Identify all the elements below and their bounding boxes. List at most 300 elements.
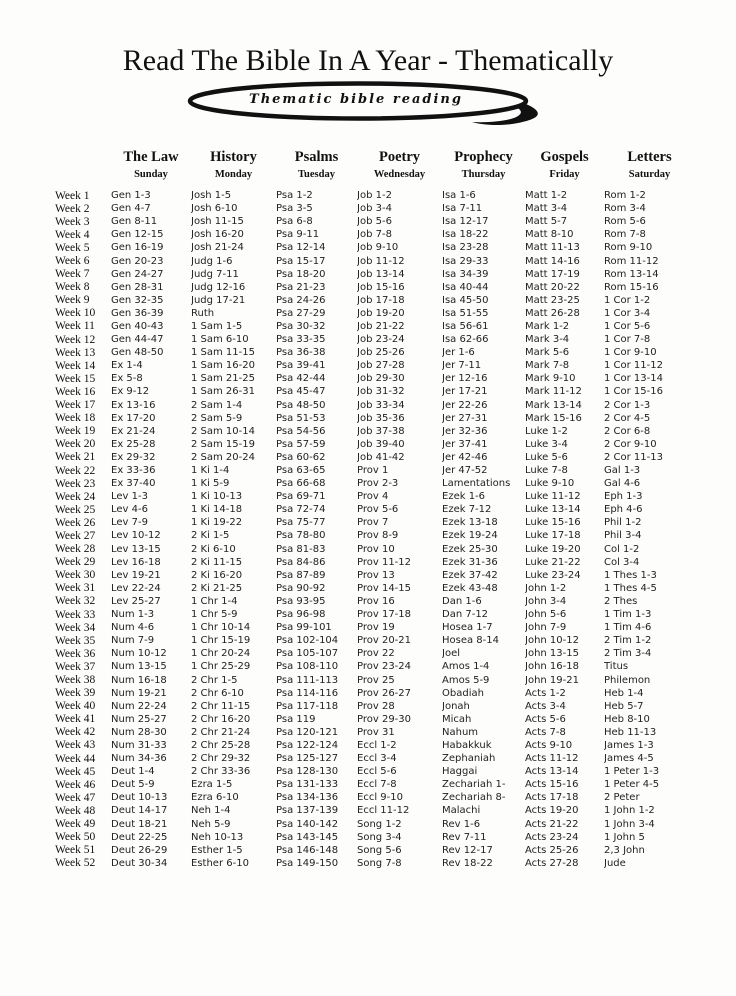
reading-cell: Num 25-27	[111, 713, 167, 725]
reading-cell: John 19-21	[525, 674, 579, 686]
reading-cell: Job 15-16	[357, 281, 405, 293]
week-label: Week 9	[55, 294, 90, 307]
reading-cell: Ezek 37-42	[442, 569, 498, 581]
reading-cell: 1 Sam 1-5	[191, 320, 243, 332]
week-label: Week 44	[55, 752, 96, 765]
reading-cell: Lamentations	[442, 478, 511, 490]
reading-cell: Prov 8-9	[357, 530, 399, 542]
table-row	[45, 818, 695, 831]
reading-cell: 2 Sam 10-14	[191, 425, 255, 437]
reading-cell: Job 19-20	[357, 307, 405, 319]
column-header: Poetry	[378, 149, 421, 165]
reading-cell: Job 5-6	[357, 216, 392, 228]
reading-cell: Josh 11-15	[191, 216, 244, 228]
week-label: Week 34	[55, 621, 96, 634]
reading-cell: Esther 1-5	[191, 844, 243, 856]
table-row	[45, 556, 695, 569]
reading-cell: James 1-3	[604, 739, 654, 751]
week-label: Week 45	[55, 765, 96, 778]
reading-cell: Luke 15-16	[525, 517, 581, 529]
reading-cell: Psa 45-47	[276, 386, 326, 398]
reading-cell: Psa 3-5	[276, 203, 313, 215]
reading-cell: Lev 19-21	[111, 569, 161, 581]
reading-cell: 2 Ki 6-10	[191, 543, 236, 555]
reading-cell: Isa 40-44	[442, 281, 489, 293]
reading-cell: Rom 1-2	[604, 190, 646, 202]
reading-cell: Heb 5-7	[604, 700, 644, 712]
table-row	[45, 713, 695, 726]
week-label: Week 40	[55, 700, 96, 713]
reading-cell: Mark 13-14	[525, 399, 582, 411]
reading-cell: Ex 9-12	[111, 386, 150, 398]
reading-cell: Acts 9-10	[525, 739, 573, 751]
reading-cell: Isa 45-50	[442, 294, 489, 306]
reading-cell: Gen 12-15	[111, 229, 164, 241]
reading-cell: Dan 7-12	[442, 609, 489, 621]
reading-cell: Psa 105-107	[276, 648, 339, 660]
table-row	[45, 621, 695, 634]
reading-cell: Eccl 3-4	[357, 753, 397, 765]
reading-cell: Hosea 1-7	[442, 622, 493, 634]
reading-cell: Mark 1-2	[525, 320, 570, 332]
day-header-row	[45, 166, 695, 189]
reading-cell: Prov 1	[357, 465, 389, 477]
week-label: Week 7	[55, 268, 90, 281]
column-header: Prophecy	[454, 149, 513, 165]
reading-cell: Psa 1-2	[276, 190, 313, 202]
reading-cell: Deut 26-29	[111, 844, 168, 856]
table-row	[45, 294, 695, 307]
reading-cell: 1 John 5	[604, 831, 645, 843]
reading-cell: Lev 1-3	[111, 491, 148, 503]
reading-cell: 1 Chr 20-24	[191, 648, 251, 660]
page-title: Read The Bible In A Year - Thematically	[122, 44, 614, 77]
reading-cell: Psa 108-110	[276, 661, 339, 673]
reading-cell: Psa 69-71	[276, 491, 326, 503]
reading-cell: John 1-2	[525, 582, 567, 594]
reading-cell: Titus	[604, 661, 629, 673]
reading-cell: Micah	[442, 713, 472, 725]
reading-cell: Amos 5-9	[442, 674, 490, 686]
reading-cell: 1 Sam 11-15	[191, 347, 255, 359]
reading-cell: 1 Peter 1-3	[604, 766, 660, 778]
reading-cell: Psa 140-142	[276, 818, 339, 830]
reading-cell: Deut 22-25	[111, 831, 168, 843]
reading-cell: Acts 1-2	[525, 687, 566, 699]
reading-cell: Mark 11-12	[525, 386, 582, 398]
reading-cell: John 7-9	[525, 622, 567, 634]
reading-cell: Isa 7-11	[442, 203, 483, 215]
table-row	[45, 320, 695, 333]
week-label: Week 22	[55, 464, 96, 477]
table-row	[45, 529, 695, 542]
reading-cell: Rom 5-6	[604, 216, 646, 228]
week-column-spacer	[45, 166, 111, 189]
reading-cell: Judg 7-11	[191, 268, 239, 280]
table-row	[45, 281, 695, 294]
document-page	[0, 44, 736, 996]
reading-cell: Matt 23-25	[525, 294, 580, 306]
reading-cell: Rom 3-4	[604, 203, 646, 215]
week-label: Week 37	[55, 660, 96, 673]
table-row	[45, 739, 695, 752]
reading-cell: Acts 19-20	[525, 805, 579, 817]
reading-cell: 1 Chr 1-4	[191, 595, 238, 607]
reading-cell: 1 John 3-4	[604, 818, 655, 830]
table-row	[45, 752, 695, 765]
reading-cell: Num 16-18	[111, 674, 167, 686]
column-header: History	[210, 149, 257, 165]
reading-cell: 2 Chr 33-36	[191, 766, 251, 778]
reading-cell: 2 Chr 29-32	[191, 753, 251, 765]
reading-cell: Phil 1-2	[604, 517, 642, 529]
reading-cell: Ezek 19-24	[442, 530, 498, 542]
reading-cell: Psa 30-32	[276, 320, 326, 332]
reading-cell: 2 Tim 1-2	[604, 635, 652, 647]
reading-cell: Deut 14-17	[111, 805, 168, 817]
week-label: Week 17	[55, 399, 96, 412]
reading-cell: Mark 7-8	[525, 360, 570, 372]
reading-cell: Gen 44-47	[111, 334, 164, 346]
reading-cell: Job 39-40	[357, 438, 405, 450]
table-row	[45, 503, 695, 516]
reading-cell: Prov 16	[357, 595, 395, 607]
reading-cell: Isa 62-66	[442, 334, 489, 346]
reading-cell: Gal 4-6	[604, 478, 641, 490]
reading-cell: Job 29-30	[357, 373, 405, 385]
reading-cell: Num 7-9	[111, 635, 155, 647]
reading-cell: 2 Ki 11-15	[191, 556, 243, 568]
reading-cell: Prov 31	[357, 726, 395, 738]
reading-cell: Jer 27-31	[442, 412, 488, 424]
reading-cell: Matt 11-13	[525, 242, 580, 254]
reading-cell: John 16-18	[525, 661, 579, 673]
reading-cell: 1 Ki 19-22	[191, 517, 243, 529]
week-label: Week 28	[55, 543, 96, 556]
badge-label: Thematic bible reading	[249, 92, 463, 107]
reading-cell: Prov 2-3	[357, 478, 399, 490]
table-row	[45, 595, 695, 608]
reading-cell: Luke 1-2	[525, 425, 568, 437]
reading-cell: Eph 4-6	[604, 504, 643, 516]
reading-cell: Psa 24-26	[276, 294, 326, 306]
reading-cell: Psa 6-8	[276, 216, 313, 228]
reading-cell: Luke 7-8	[525, 465, 568, 477]
reading-cell: Psa 36-38	[276, 347, 326, 359]
reading-cell: Ezek 25-30	[442, 543, 498, 555]
reading-cell: John 3-4	[525, 595, 567, 607]
week-label: Week 30	[55, 569, 96, 582]
reading-cell: Psa 12-14	[276, 242, 326, 254]
reading-cell: Ex 33-36	[111, 465, 156, 477]
week-label: Week 4	[55, 228, 90, 241]
table-row	[45, 765, 695, 778]
reading-cell: Jer 37-41	[442, 438, 488, 450]
reading-cell: Josh 21-24	[191, 242, 244, 254]
reading-cell: Neh 10-13	[191, 831, 244, 843]
reading-cell: John 5-6	[525, 609, 567, 621]
reading-cell: Psa 33-35	[276, 334, 326, 346]
reading-cell: Song 7-8	[357, 857, 402, 869]
reading-cell: Isa 23-28	[442, 242, 489, 254]
reading-cell: 2 Sam 20-24	[191, 451, 255, 463]
table-row	[45, 844, 695, 857]
reading-cell: Acts 17-18	[525, 792, 579, 804]
reading-cell: Psa 18-20	[276, 268, 326, 280]
week-label: Week 21	[55, 451, 96, 464]
reading-cell: Isa 12-17	[442, 216, 489, 228]
reading-cell: Heb 1-4	[604, 687, 644, 699]
reading-cell: Gen 16-19	[111, 242, 164, 254]
reading-cell: Psa 149-150	[276, 857, 339, 869]
reading-cell: 2 Cor 4-5	[604, 412, 651, 424]
reading-cell: 2 Sam 15-19	[191, 438, 255, 450]
reading-cell: Num 31-33	[111, 739, 167, 751]
reading-cell: 2 Cor 6-8	[604, 425, 651, 437]
reading-cell: Habakkuk	[442, 739, 492, 751]
reading-cell: Ex 29-32	[111, 451, 156, 463]
reading-cell: Jer 12-16	[442, 373, 488, 385]
reading-cell: Esther 6-10	[191, 857, 249, 869]
reading-cell: Psa 81-83	[276, 543, 326, 555]
reading-cell: 2 Thes	[604, 595, 638, 607]
reading-cell: Acts 11-12	[525, 753, 579, 765]
table-row	[45, 516, 695, 529]
reading-cell: Prov 5-6	[357, 504, 399, 516]
reading-cell: Matt 14-16	[525, 255, 580, 267]
reading-cell: Nahum	[442, 726, 479, 738]
reading-cell: Gen 40-43	[111, 320, 164, 332]
week-label: Week 35	[55, 634, 96, 647]
week-label: Week 46	[55, 778, 96, 791]
thematic-badge	[0, 78, 736, 130]
week-label: Week 39	[55, 687, 96, 700]
reading-cell: Isa 29-33	[442, 255, 489, 267]
reading-cell: Eccl 5-6	[357, 766, 397, 778]
reading-cell: Isa 56-61	[442, 320, 489, 332]
week-label: Week 11	[55, 320, 95, 333]
reading-cell: Job 23-24	[357, 334, 405, 346]
reading-cell: 2 Cor 11-13	[604, 451, 663, 463]
reading-cell: Luke 9-10	[525, 478, 575, 490]
week-label: Week 32	[55, 595, 96, 608]
reading-cell: Psa 78-80	[276, 530, 326, 542]
week-label: Week 13	[55, 346, 96, 359]
week-label: Week 15	[55, 372, 96, 385]
reading-cell: Psa 131-133	[276, 779, 339, 791]
reading-cell: 1 Thes 1-3	[604, 569, 657, 581]
reading-cell: Prov 20-21	[357, 635, 412, 647]
week-label: Week 33	[55, 608, 96, 621]
reading-cell: 2 Chr 11-15	[191, 700, 251, 712]
week-label: Week 26	[55, 516, 96, 529]
reading-cell: 1 Thes 4-5	[604, 582, 657, 594]
reading-cell: Luke 23-24	[525, 569, 581, 581]
reading-cell: Acts 27-28	[525, 857, 579, 869]
reading-cell: 1 Tim 4-6	[604, 622, 652, 634]
reading-cell: Job 21-22	[357, 320, 405, 332]
reading-cell: Prov 11-12	[357, 556, 412, 568]
reading-cell: Job 41-42	[357, 451, 405, 463]
reading-cell: Neh 5-9	[191, 818, 231, 830]
reading-cell: Prov 7	[357, 517, 389, 529]
reading-cell: Rev 1-6	[442, 818, 481, 830]
reading-cell: Eph 1-3	[604, 491, 643, 503]
reading-cell: Jonah	[442, 700, 470, 712]
reading-cell: Num 28-30	[111, 726, 167, 738]
reading-cell: 1 Tim 1-3	[604, 609, 652, 621]
reading-cell: Job 25-26	[357, 347, 405, 359]
reading-cell: Lev 4-6	[111, 504, 148, 516]
reading-cell: 2 Ki 1-5	[191, 530, 230, 542]
reading-cell: Deut 18-21	[111, 818, 168, 830]
reading-cell: Job 9-10	[357, 242, 399, 254]
reading-cell: Matt 3-4	[525, 203, 568, 215]
reading-cell: Col 3-4	[604, 556, 640, 568]
week-label: Week 23	[55, 477, 96, 490]
reading-cell: Isa 51-55	[442, 307, 489, 319]
table-row	[45, 634, 695, 647]
table-row	[45, 385, 695, 398]
reading-cell: Jer 7-11	[442, 360, 482, 372]
reading-cell: Acts 25-26	[525, 844, 579, 856]
reading-cell: 1 Ki 10-13	[191, 491, 243, 503]
reading-cell: Psa 99-101	[276, 622, 332, 634]
reading-cell: Prov 23-24	[357, 661, 412, 673]
reading-cell: Deut 10-13	[111, 792, 168, 804]
reading-cell: Josh 6-10	[191, 203, 238, 215]
reading-cell: Ex 37-40	[111, 478, 156, 490]
reading-cell: Prov 13	[357, 569, 395, 581]
reading-cell: Rom 11-12	[604, 255, 659, 267]
reading-cell: Matt 8-10	[525, 229, 574, 241]
reading-cell: John 13-15	[525, 648, 579, 660]
week-label: Week 42	[55, 726, 96, 739]
reading-cell: Deut 30-34	[111, 857, 168, 869]
reading-cell: Haggai	[442, 766, 478, 778]
reading-cell: Psa 60-62	[276, 451, 326, 463]
reading-cell: 1 Peter 4-5	[604, 779, 660, 791]
reading-cell: 2 Ki 21-25	[191, 582, 243, 594]
reading-cell: Psa 75-77	[276, 517, 326, 529]
reading-cell: Psa 125-127	[276, 753, 339, 765]
reading-cell: Col 1-2	[604, 543, 640, 555]
table-row	[45, 660, 695, 673]
reading-cell: Gen 20-23	[111, 255, 164, 267]
table-row	[45, 228, 695, 241]
reading-cell: Isa 18-22	[442, 229, 489, 241]
reading-cell: Job 1-2	[357, 190, 392, 202]
reading-cell: Jer 17-21	[442, 386, 488, 398]
reading-cell: 2 Cor 9-10	[604, 438, 657, 450]
reading-cell: Num 22-24	[111, 700, 167, 712]
reading-cell: Psa 122-124	[276, 739, 339, 751]
reading-cell: Num 13-15	[111, 661, 167, 673]
reading-cell: Isa 34-39	[442, 268, 489, 280]
reading-cell: Psa 39-41	[276, 360, 326, 372]
reading-cell: 2 Chr 1-5	[191, 674, 238, 686]
reading-cell: Judg 12-16	[191, 281, 246, 293]
reading-cell: 1 Sam 6-10	[191, 334, 249, 346]
reading-cell: Ex 13-16	[111, 399, 156, 411]
table-row	[45, 215, 695, 228]
week-column-spacer	[45, 144, 111, 166]
reading-cell: Matt 17-19	[525, 268, 580, 280]
reading-cell: Rom 9-10	[604, 242, 653, 254]
table-row	[45, 254, 695, 267]
reading-cell: John 10-12	[525, 635, 579, 647]
reading-cell: Acts 13-14	[525, 766, 579, 778]
reading-cell: Heb 11-13	[604, 726, 657, 738]
reading-cell: Psa 90-92	[276, 582, 326, 594]
reading-cell: 2 Ki 16-20	[191, 569, 243, 581]
reading-cell: 1 Cor 5-6	[604, 320, 651, 332]
table-row	[45, 700, 695, 713]
table-row	[45, 647, 695, 660]
reading-cell: Neh 1-4	[191, 805, 231, 817]
week-label: Week 3	[55, 215, 90, 228]
reading-cell: Song 5-6	[357, 844, 402, 856]
table-row	[45, 543, 695, 556]
week-label: Week 52	[55, 857, 96, 870]
reading-cell: Psa 57-59	[276, 438, 326, 450]
table-row	[45, 412, 695, 425]
reading-cell: Psa 119	[276, 713, 316, 725]
reading-cell: Amos 1-4	[442, 661, 490, 673]
table-row	[45, 346, 695, 359]
day-header: Thursday	[461, 169, 506, 180]
week-label: Week 12	[55, 333, 96, 346]
reading-cell: Philemon	[604, 674, 651, 686]
reading-cell: Matt 20-22	[525, 281, 580, 293]
reading-cell: Judg 1-6	[191, 255, 233, 267]
reading-cell: 1 Cor 11-12	[604, 360, 663, 372]
table-row	[45, 241, 695, 254]
reading-cell: Judg 17-21	[191, 294, 246, 306]
table-row	[45, 451, 695, 464]
reading-cell: Luke 21-22	[525, 556, 581, 568]
reading-cell: 2 Sam 5-9	[191, 412, 243, 424]
week-label: Week 5	[55, 241, 90, 254]
reading-cell: Num 34-36	[111, 753, 167, 765]
table-row	[45, 333, 695, 346]
reading-cell: Mark 5-6	[525, 347, 570, 359]
week-label: Week 1	[55, 189, 90, 202]
reading-cell: Psa 42-44	[276, 373, 326, 385]
week-label: Week 48	[55, 804, 96, 817]
reading-cell: Rom 7-8	[604, 229, 646, 241]
reading-cell: Prov 10	[357, 543, 395, 555]
reading-cell: Ex 17-20	[111, 412, 156, 424]
day-header: Tuesday	[298, 169, 335, 180]
reading-cell: Mark 9-10	[525, 373, 576, 385]
table-row	[45, 857, 695, 870]
reading-cell: Eccl 7-8	[357, 779, 397, 791]
reading-cell: Psa 128-130	[276, 766, 339, 778]
reading-cell: Gen 8-11	[111, 216, 158, 228]
reading-cell: Rev 12-17	[442, 844, 493, 856]
reading-cell: Prov 14-15	[357, 582, 412, 594]
reading-cell: Josh 16-20	[191, 229, 244, 241]
week-label: Week 14	[55, 359, 96, 372]
reading-cell: Psa 114-116	[276, 687, 339, 699]
reading-cell: Num 10-12	[111, 648, 167, 660]
reading-cell: Psa 146-148	[276, 844, 339, 856]
reading-cell: Ex 1-4	[111, 360, 143, 372]
reading-cell: Num 4-6	[111, 622, 155, 634]
reading-cell: Deut 5-9	[111, 779, 155, 791]
column-header: Letters	[627, 149, 672, 165]
